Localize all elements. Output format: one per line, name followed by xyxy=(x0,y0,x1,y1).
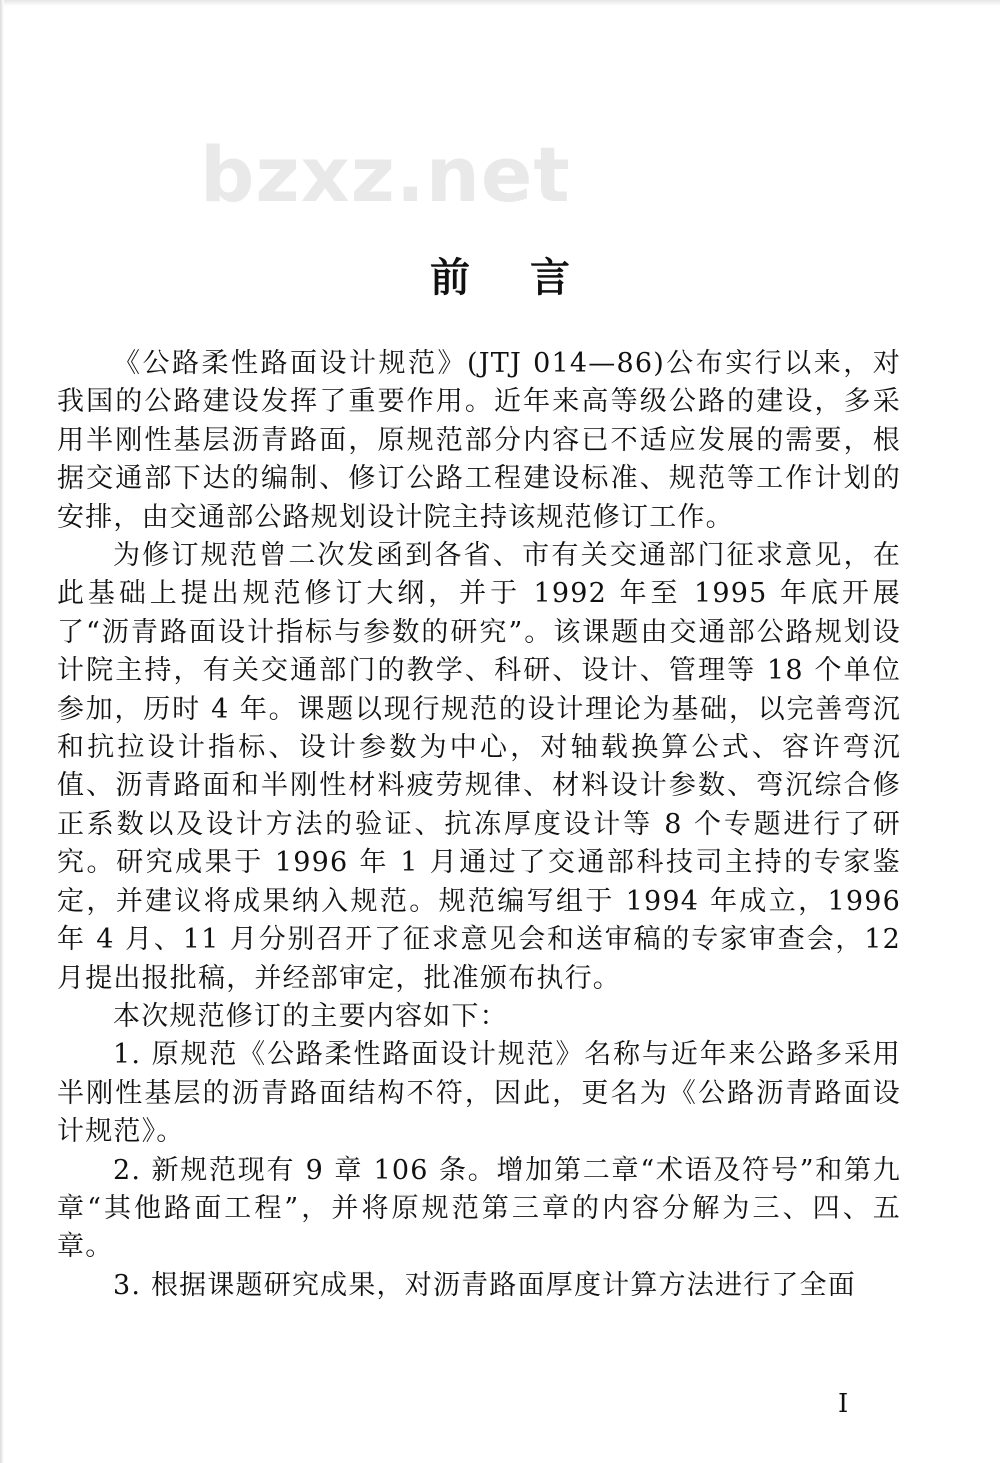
page-edge-left xyxy=(0,0,4,1463)
page-edge-top xyxy=(0,0,1000,6)
paragraph-intro: 《公路柔性路面设计规范》(JTJ 014—86)公布实行以来，对我国的公路建设发挥了重要作用。近年来高等级公路的建设，多采用半刚性基层沥青路面，原规范部分内容已不适应发展的需要，根据交通部下达的编制、修订公路工程建设标准、规范等工作计划的安排，由交通部公路规划设计院主持该规范修订工作。 xyxy=(57,348,901,533)
page-title: 前言 xyxy=(430,255,630,301)
paragraph-revision-process: 为修订规范曾二次发函到各省、市有关交通部门征求意见，在此基础上提出规范修订大纲，并于 1992 年至 1995 年底开展了“沥青路面设计指标与参数的研究”。该课题由交通部公路规划设计院主持，有关交通部门的教学、科研、设计、管理等 18 个单位参加，历时 4 年。课题以现行规范的设计理论为基础，以完善弯沉和抗拉设计指标、设计参数为中心，对轴载换算公式、容许弯沉值、沥青路面和半刚性材料疲劳规律、材料设计参数、弯沉综合修正系数以及设计方法的验证、抗冻厚度设计等 8 个专题进行了研究。研究成果于 1996 年 1 月通过了交通部科技司主持的专家鉴定，并建议将成果纳入规范。规范编写组于 1994 年成立，1996 年 4 月、11 月分别召开了征求意见会和送审稿的专家审查会，12 月提出报批稿，并经部审定，批准颁布执行。 xyxy=(57,540,901,994)
page-number: I xyxy=(838,1389,849,1419)
watermark: bzxz.net xyxy=(200,130,571,219)
paragraph-item-1: 1. 原规范《公路柔性路面设计规范》名称与近年来公路多采用半刚性基层的沥青路面结构不符，因此，更名为《公路沥青路面设计规范》。 xyxy=(57,1039,901,1148)
body-text xyxy=(57,345,901,1305)
paragraph-item-3: 3. 根据课题研究成果，对沥青路面厚度计算方法进行了全面 xyxy=(113,1269,856,1301)
paragraph-item-2: 2. 新规范现有 9 章 106 条。增加第二章“术语及符号”和第九章“其他路面工程”，并将原规范第三章的内容分解为三、四、五章。 xyxy=(57,1154,901,1263)
paragraph-main-content-heading: 本次规范修订的主要内容如下： xyxy=(113,1000,508,1032)
